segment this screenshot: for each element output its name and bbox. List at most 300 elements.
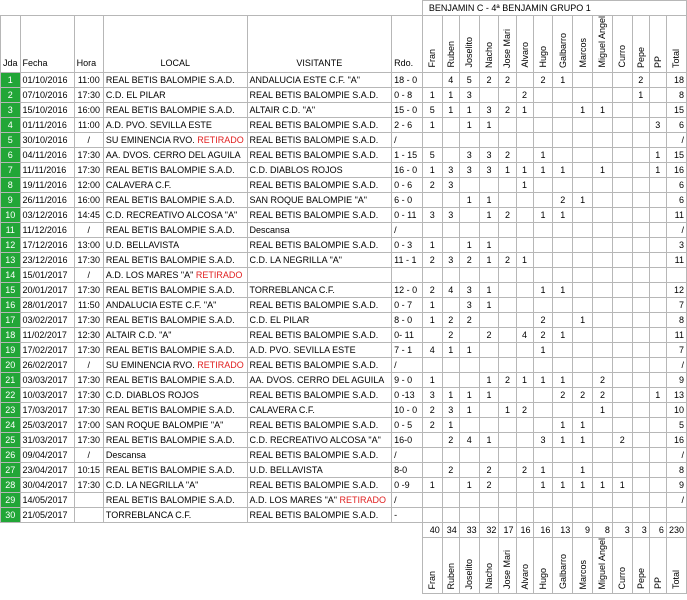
cell-goals (533, 387, 553, 402)
cell-goals (516, 507, 533, 522)
cell-hora: 17:30 (74, 87, 103, 102)
cell-visitante (247, 462, 392, 477)
cell-goals (422, 447, 442, 462)
visiting-team: REAL BETIS BALOMPIE S.A.D. (249, 239, 379, 250)
local-team: REAL BETIS BALOMPIE S.A.D. (105, 314, 235, 325)
total-cell: 9 (573, 522, 593, 537)
cell-hora: / (74, 222, 103, 237)
total-cell: 230 (666, 522, 686, 537)
cell-goals: 1 (459, 477, 479, 492)
visiting-team: REAL BETIS BALOMPIE S.A.D. (249, 329, 379, 340)
cell-goals (553, 252, 573, 267)
cell-goals (632, 192, 649, 207)
cell-goals (459, 492, 479, 507)
cell-goals (649, 87, 666, 102)
table-row (1, 342, 687, 357)
cell-goals: / (666, 447, 686, 462)
cell-goals (422, 462, 442, 477)
cell-goals: 2 (593, 387, 613, 402)
cell-goals (442, 492, 459, 507)
cell-visitante (247, 162, 392, 177)
cell-goals: 1 (422, 162, 442, 177)
cell-goals (593, 177, 613, 192)
cell-jda: 1 (1, 72, 21, 87)
cell-goals (499, 312, 516, 327)
cell-goals: 6 (666, 177, 686, 192)
total-cell: 32 (479, 522, 499, 537)
cell-goals (593, 117, 613, 132)
cell-goals (516, 237, 533, 252)
cell-goals (499, 177, 516, 192)
cell-goals (553, 267, 573, 282)
cell-goals: 11 (666, 207, 686, 222)
local-team: ALTAIR C.D. "A" (105, 329, 172, 340)
cell-goals (612, 342, 632, 357)
cell-goals (632, 462, 649, 477)
table-row (1, 222, 687, 237)
cell-goals (422, 72, 442, 87)
visiting-team: REAL BETIS BALOMPIE S.A.D. (249, 299, 379, 310)
total-cell: 13 (553, 522, 573, 537)
cell-goals: 2 (442, 432, 459, 447)
cell-goals: 1 (612, 477, 632, 492)
cell-fecha: 19/11/2016 (20, 177, 74, 192)
cell-goals: 5 (422, 102, 442, 117)
local-team: ANDALUCIA ESTE C.F. "A" (105, 299, 217, 310)
cell-goals: 4 (442, 282, 459, 297)
cell-goals (649, 372, 666, 387)
cell-fecha: 11/02/2017 (20, 327, 74, 342)
col-player (612, 16, 632, 73)
cell-jda: 14 (1, 267, 21, 282)
col-player (516, 16, 533, 73)
col-hora: Hora (74, 16, 103, 73)
cell-fecha: 09/04/2017 (20, 447, 74, 462)
cell-local (103, 462, 247, 477)
cell-goals (499, 267, 516, 282)
cell-goals: 13 (666, 387, 686, 402)
cell-visitante (247, 72, 392, 87)
cell-goals (422, 192, 442, 207)
cell-goals (422, 492, 442, 507)
cell-hora (74, 507, 103, 522)
cell-visitante (247, 237, 392, 252)
cell-visitante (247, 267, 392, 282)
cell-goals (612, 72, 632, 87)
player-name: Fran (427, 570, 438, 590)
player-name: Joselito (464, 558, 475, 590)
cell-goals: 1 (459, 102, 479, 117)
total-cell: 17 (499, 522, 516, 537)
cell-goals (499, 507, 516, 522)
table-row (1, 417, 687, 432)
cell-goals (632, 147, 649, 162)
cell-local (103, 447, 247, 462)
cell-goals: 2 (516, 87, 533, 102)
cell-hora: 10:15 (74, 462, 103, 477)
cell-goals (516, 192, 533, 207)
cell-goals: 15 (666, 147, 686, 162)
player-name: Curro (617, 45, 628, 68)
cell-visitante (247, 87, 392, 102)
cell-goals: 1 (553, 282, 573, 297)
cell-goals: 1 (479, 207, 499, 222)
table-row (1, 432, 687, 447)
visiting-team: TORREBLANCA C.F. (249, 284, 335, 295)
cell-goals (612, 132, 632, 147)
cell-goals: 1 (516, 102, 533, 117)
table-row (1, 387, 687, 402)
cell-rdo: - (392, 507, 423, 522)
cell-goals (533, 177, 553, 192)
local-team: REAL BETIS BALOMPIE S.A.D. (105, 464, 235, 475)
cell-goals: 3 (459, 297, 479, 312)
cell-jda: 25 (1, 432, 21, 447)
cell-goals (573, 252, 593, 267)
col-player (479, 16, 499, 73)
cell-jda: 16 (1, 297, 21, 312)
cell-goals (553, 147, 573, 162)
cell-goals (442, 222, 459, 237)
footer-player (499, 537, 516, 594)
cell-goals (632, 297, 649, 312)
total-cell: 16 (516, 522, 533, 537)
cell-goals (573, 507, 593, 522)
cell-rdo: / (392, 492, 423, 507)
local-team: TORREBLANCA C.F. (105, 509, 192, 520)
cell-local (103, 507, 247, 522)
cell-goals (516, 147, 533, 162)
cell-goals: 1 (649, 387, 666, 402)
visiting-team: REAL BETIS BALOMPIE S.A.D. (249, 209, 379, 220)
cell-fecha: 23/12/2016 (20, 252, 74, 267)
cell-goals: 2 (593, 372, 613, 387)
cell-goals (533, 237, 553, 252)
cell-goals (479, 87, 499, 102)
visiting-team: REAL BETIS BALOMPIE S.A.D. (249, 449, 379, 460)
cell-fecha: 17/12/2016 (20, 237, 74, 252)
table-row (1, 72, 687, 87)
cell-goals: 2 (516, 402, 533, 417)
local-team: SU EMINENCIA RVO. (105, 134, 195, 145)
cell-goals (553, 462, 573, 477)
cell-rdo: 18 - 0 (392, 72, 423, 87)
visiting-team: REAL BETIS BALOMPIE S.A.D. (249, 134, 379, 145)
cell-goals (612, 492, 632, 507)
footer-player (442, 537, 459, 594)
cell-visitante (247, 402, 392, 417)
player-name: Galbarro (557, 554, 568, 590)
cell-hora: 17:00 (74, 417, 103, 432)
cell-goals (459, 207, 479, 222)
cell-goals: 4 (516, 327, 533, 342)
local-team: REAL BETIS BALOMPIE S.A.D. (105, 434, 235, 445)
table-row (1, 267, 687, 282)
cell-goals: 1 (459, 192, 479, 207)
cell-goals (632, 417, 649, 432)
cell-goals (442, 507, 459, 522)
cell-goals: 1 (442, 417, 459, 432)
cell-goals: 1 (459, 117, 479, 132)
cell-goals: 2 (499, 252, 516, 267)
cell-goals (553, 237, 573, 252)
cell-goals (593, 207, 613, 222)
col-player (422, 16, 442, 73)
cell-goals: 8 (666, 87, 686, 102)
cell-goals (573, 177, 593, 192)
visiting-team: ANDALUCIA ESTE C.F. "A" (249, 74, 360, 85)
cell-goals (442, 117, 459, 132)
cell-jda: 24 (1, 417, 21, 432)
cell-goals: 1 (422, 477, 442, 492)
cell-goals: 1 (459, 237, 479, 252)
cell-goals: 2 (632, 72, 649, 87)
cell-goals (553, 357, 573, 372)
cell-rdo: 15 - 0 (392, 102, 423, 117)
cell-goals: 4 (442, 72, 459, 87)
cell-goals (573, 207, 593, 222)
cell-goals (442, 237, 459, 252)
cell-goals (499, 462, 516, 477)
cell-goals: 1 (442, 87, 459, 102)
cell-goals (632, 177, 649, 192)
cell-goals (649, 402, 666, 417)
cell-goals (479, 132, 499, 147)
local-team: REAL BETIS BALOMPIE S.A.D. (105, 74, 235, 85)
cell-goals (499, 387, 516, 402)
cell-jda: 27 (1, 462, 21, 477)
local-team: REAL BETIS BALOMPIE S.A.D. (105, 164, 235, 175)
cell-goals (612, 117, 632, 132)
cell-goals (612, 102, 632, 117)
cell-goals (593, 327, 613, 342)
total-cell: 34 (442, 522, 459, 537)
cell-local (103, 492, 247, 507)
player-name: Miguel Angel (597, 16, 608, 68)
cell-goals: 3 (649, 117, 666, 132)
cell-goals (573, 87, 593, 102)
cell-goals: 2 (533, 327, 553, 342)
cell-goals (442, 192, 459, 207)
col-player (593, 16, 613, 73)
cell-goals (612, 417, 632, 432)
total-cell: 3 (612, 522, 632, 537)
cell-jda: 19 (1, 342, 21, 357)
cell-local (103, 327, 247, 342)
visiting-team: A.D. LOS MARES "A" (249, 494, 337, 505)
cell-local (103, 372, 247, 387)
cell-goals: 1 (553, 207, 573, 222)
cell-goals: 3 (479, 147, 499, 162)
cell-goals: 3 (422, 207, 442, 222)
local-team: AA. DVOS. CERRO DEL AGUILA (105, 149, 241, 160)
table-row (1, 507, 687, 522)
cell-goals (516, 312, 533, 327)
player-name: Fran (427, 49, 438, 68)
cell-visitante (247, 297, 392, 312)
cell-goals (649, 312, 666, 327)
cell-goals (442, 357, 459, 372)
cell-goals (499, 297, 516, 312)
cell-goals: 1 (479, 297, 499, 312)
cell-goals: 1 (516, 372, 533, 387)
cell-fecha: 31/03/2017 (20, 432, 74, 447)
col-player (499, 16, 516, 73)
cell-hora: 11:00 (74, 117, 103, 132)
cell-goals: 1 (553, 417, 573, 432)
cell-goals (593, 282, 613, 297)
cell-goals (422, 267, 442, 282)
visiting-team: REAL BETIS BALOMPIE S.A.D. (249, 389, 379, 400)
cell-visitante (247, 282, 392, 297)
cell-goals (649, 252, 666, 267)
cell-goals (632, 312, 649, 327)
cell-goals (459, 417, 479, 432)
local-team: REAL BETIS BALOMPIE S.A.D. (105, 224, 235, 235)
local-team: Descansa (105, 449, 146, 460)
cell-goals (533, 252, 553, 267)
cell-goals: 1 (422, 297, 442, 312)
table-row (1, 327, 687, 342)
visiting-team: REAL BETIS BALOMPIE S.A.D. (249, 359, 379, 370)
player-name: Ruben (445, 41, 456, 68)
table-row (1, 162, 687, 177)
cell-rdo: 0 - 6 (392, 177, 423, 192)
cell-goals (632, 327, 649, 342)
cell-goals (533, 222, 553, 237)
cell-goals (632, 432, 649, 447)
cell-fecha: 11/12/2016 (20, 222, 74, 237)
cell-goals (573, 492, 593, 507)
cell-hora: 11:00 (74, 72, 103, 87)
table-row (1, 312, 687, 327)
cell-goals: 1 (479, 192, 499, 207)
player-name: Pepe (635, 46, 646, 68)
cell-goals (612, 402, 632, 417)
cell-hora (74, 492, 103, 507)
cell-goals (649, 417, 666, 432)
cell-goals (553, 297, 573, 312)
player-name: Miguel Angel (597, 537, 608, 590)
col-player (573, 16, 593, 73)
cell-goals (632, 447, 649, 462)
cell-rdo: 0 - 5 (392, 417, 423, 432)
cell-goals (573, 222, 593, 237)
table-row (1, 117, 687, 132)
cell-goals (459, 267, 479, 282)
cell-jda: 6 (1, 147, 21, 162)
visiting-team: REAL BETIS BALOMPIE S.A.D. (249, 119, 379, 130)
cell-goals (593, 492, 613, 507)
footer-player (666, 537, 686, 594)
cell-goals: 1 (593, 477, 613, 492)
cell-goals (533, 192, 553, 207)
cell-goals (553, 87, 573, 102)
cell-goals: 1 (479, 237, 499, 252)
cell-goals: 1 (649, 147, 666, 162)
cell-goals (516, 222, 533, 237)
col-visitante: VISITANTE (247, 16, 392, 73)
cell-goals (649, 432, 666, 447)
table-row (1, 447, 687, 462)
cell-goals (612, 507, 632, 522)
cell-visitante (247, 387, 392, 402)
cell-jda: 4 (1, 117, 21, 132)
cell-goals: 3 (442, 402, 459, 417)
cell-goals (499, 447, 516, 462)
cell-hora: 17:30 (74, 282, 103, 297)
cell-goals (632, 222, 649, 237)
cell-rdo: 16 - 0 (392, 162, 423, 177)
col-player (649, 16, 666, 73)
cell-hora: 17:30 (74, 402, 103, 417)
total-cell: 16 (533, 522, 553, 537)
cell-goals (593, 432, 613, 447)
cell-hora: 16:00 (74, 102, 103, 117)
cell-goals (459, 132, 479, 147)
col-rdo: Rdo. (392, 16, 423, 73)
cell-goals (632, 372, 649, 387)
cell-goals (593, 237, 613, 252)
cell-goals (533, 357, 553, 372)
cell-hora: 17:30 (74, 372, 103, 387)
cell-goals (612, 267, 632, 282)
table-row (1, 462, 687, 477)
table-row (1, 132, 687, 147)
cell-goals (516, 447, 533, 462)
cell-goals (459, 462, 479, 477)
local-team: CALAVERA C.F. (105, 179, 172, 190)
cell-fecha: 11/11/2016 (20, 162, 74, 177)
player-name: Alvaro (519, 42, 530, 68)
local-team: C.D. LA NEGRILLA "A" (105, 479, 199, 490)
cell-goals (533, 507, 553, 522)
cell-goals (573, 357, 593, 372)
cell-goals (442, 477, 459, 492)
cell-rdo: 2 - 6 (392, 117, 423, 132)
local-team: C.D. EL PILAR (105, 89, 166, 100)
cell-goals: 3 (442, 207, 459, 222)
col-player (632, 16, 649, 73)
cell-jda: 30 (1, 507, 21, 522)
cell-rdo: 0- 11 (392, 327, 423, 342)
col-jda: Jda (1, 16, 21, 73)
cell-goals: 1 (533, 342, 553, 357)
cell-rdo: 12 - 0 (392, 282, 423, 297)
cell-fecha: 15/10/2016 (20, 102, 74, 117)
cell-goals (516, 357, 533, 372)
cell-goals (499, 477, 516, 492)
cell-goals: 1 (479, 387, 499, 402)
cell-goals (499, 132, 516, 147)
cell-jda: 26 (1, 447, 21, 462)
cell-goals (612, 177, 632, 192)
col-player (442, 16, 459, 73)
table-title: BENJAMIN C - 4ª BENJAMIN GRUPO 1 (422, 1, 686, 16)
cell-goals (649, 132, 666, 147)
cell-goals (553, 492, 573, 507)
cell-goals (499, 327, 516, 342)
table-row (1, 252, 687, 267)
cell-goals (479, 447, 499, 462)
cell-goals (479, 342, 499, 357)
cell-rdo: 0 - 11 (392, 207, 423, 222)
cell-hora: 17:30 (74, 312, 103, 327)
cell-goals: 2 (422, 417, 442, 432)
cell-hora: 13:00 (74, 237, 103, 252)
cell-goals (516, 492, 533, 507)
cell-rdo: 8 - 0 (392, 312, 423, 327)
